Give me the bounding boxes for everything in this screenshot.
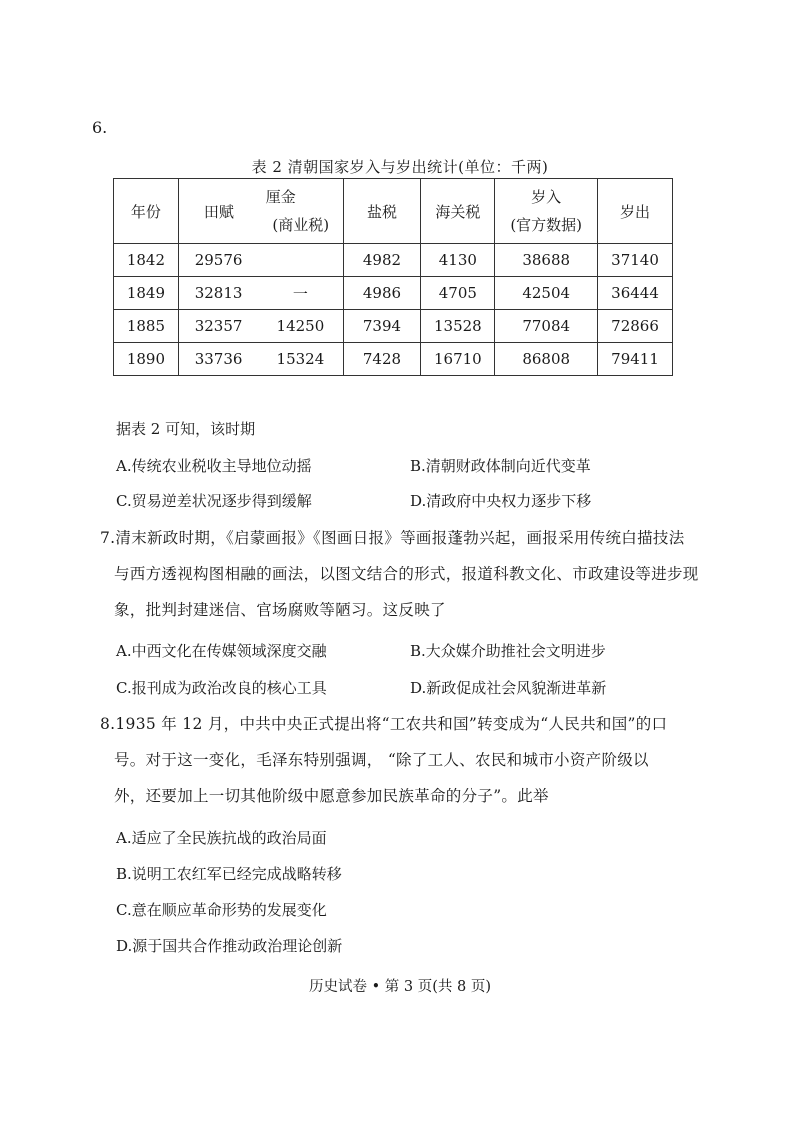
table-row <box>114 244 673 277</box>
table-cell: 32357 <box>178 310 258 343</box>
table-cell: 1885 <box>114 310 179 343</box>
question-6-lead: 据表 2 可知，该时期 <box>116 420 256 438</box>
header-land-tax: 田赋 <box>203 202 234 221</box>
header-lijin-sub: (商业税) <box>272 216 330 234</box>
table-cell: 4986 <box>343 277 421 310</box>
table-cell: 1842 <box>114 244 179 277</box>
revenue-table <box>113 178 673 376</box>
q7-option-c: C.报刊成为政治改良的核心工具 <box>116 679 327 697</box>
question-7-stem <box>100 520 720 628</box>
q7-line-3: 象，批判封建迷信、官场腐败等陋习。这反映了 <box>114 601 446 619</box>
table-cell: 29576 <box>178 244 258 277</box>
table-cell: 14250 <box>258 310 343 343</box>
table-cell: 一 <box>258 277 343 310</box>
question-6-number: 6. <box>92 118 108 137</box>
table-cell: 42504 <box>495 277 598 310</box>
question-8-stem <box>100 706 720 814</box>
table-cell: 4982 <box>343 244 421 277</box>
q8-option-a: A.适应了全民族抗战的政治局面 <box>116 829 327 847</box>
q7-option-a: A.中西文化在传媒领域深度交融 <box>116 642 327 660</box>
table-cell: 86808 <box>495 343 598 376</box>
table-header-row <box>114 179 673 244</box>
table-cell: 16710 <box>421 343 495 376</box>
header-salt-tax: 盐税 <box>343 179 421 244</box>
table-cell: 38688 <box>495 244 598 277</box>
header-revenue-main: 岁入 <box>531 188 562 206</box>
table-cell <box>258 244 343 277</box>
table-cell: 1890 <box>114 343 179 376</box>
q6-option-a: A.传统农业税收主导地位动摇 <box>116 457 312 475</box>
q7-line-2: 与西方透视构图相融的画法，以图文结合的形式，报道科教文化、市政建设等进步现 <box>114 565 699 583</box>
q8-line-2: 号。对于这一变化，毛泽东特别强调， “除了工人、农民和城市小资产阶级以 <box>114 751 649 769</box>
table-row <box>114 343 673 376</box>
table-cell: 4705 <box>421 277 495 310</box>
table-cell: 36444 <box>598 277 673 310</box>
table-cell: 77084 <box>495 310 598 343</box>
table-cell: 4130 <box>421 244 495 277</box>
q8-option-d: D.源于国共合作推动政治理论创新 <box>116 937 343 955</box>
table-row <box>114 310 673 343</box>
table-row <box>114 277 673 310</box>
header-revenue <box>495 179 598 244</box>
q8-line-3: 外，还要加上一切其他阶级中愿意参加民族革命的分子”。此举 <box>114 787 549 805</box>
table-cell: 7394 <box>343 310 421 343</box>
table-cell: 32813 <box>178 277 258 310</box>
table-cell: 7428 <box>343 343 421 376</box>
header-expenditure: 岁出 <box>598 179 673 244</box>
q7-option-b: B.大众媒介助推社会文明进步 <box>410 642 606 660</box>
page-footer: 历史试卷 • 第 3 页(共 8 页) <box>309 979 491 995</box>
q8-option-b: B.说明工农红军已经完成战略转移 <box>116 865 342 883</box>
table-cell: 72866 <box>598 310 673 343</box>
q6-option-b: B.清朝财政体制向近代变革 <box>410 457 591 475</box>
table-cell: 1849 <box>114 277 179 310</box>
header-customs: 海关税 <box>421 179 495 244</box>
q7-line-1: 7.清末新政时期，《启蒙画报》《图画日报》等画报蓬勃兴起，画报采用传统白描技法 <box>100 529 685 547</box>
header-lijin: 厘金 <box>265 188 296 206</box>
table-cell: 13528 <box>421 310 495 343</box>
q8-option-c: C.意在顺应革命形势的发展变化 <box>116 901 327 919</box>
q6-option-c: C.贸易逆差状况逐步得到缓解 <box>116 492 312 510</box>
table-title: 表 2 清朝国家岁入与岁出统计(单位：千两) <box>251 158 549 176</box>
table-cell: 79411 <box>598 343 673 376</box>
header-year: 年份 <box>114 179 179 244</box>
q6-option-d: D.清政府中央权力逐步下移 <box>410 492 592 510</box>
header-land-tax-lijin <box>178 179 343 244</box>
q8-line-1: 8.1935 年 12 月，中共中央正式提出将“工农共和国”转变成为“人民共和国”的口 <box>100 715 668 733</box>
header-revenue-sub: (官方数据) <box>510 216 583 234</box>
table-cell: 37140 <box>598 244 673 277</box>
table-cell: 15324 <box>258 343 343 376</box>
q7-option-d: D.新政促成社会风貌渐进革新 <box>410 679 607 697</box>
table-cell: 33736 <box>178 343 258 376</box>
